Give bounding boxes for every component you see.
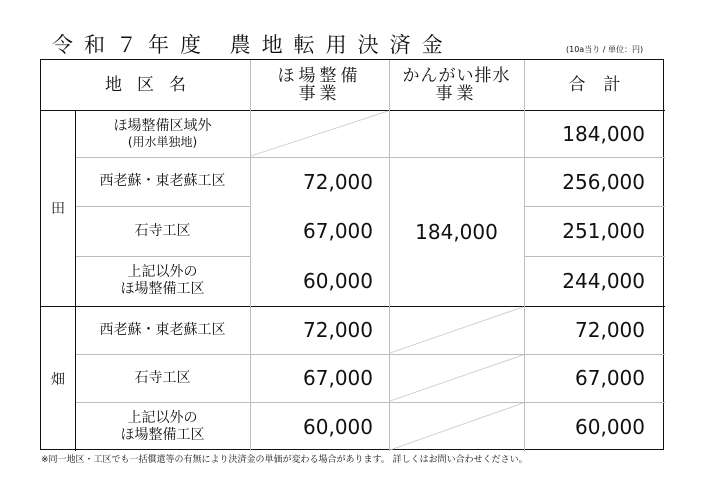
header-kangai xyxy=(389,60,524,110)
page-title: 令和７年度 農地転用決済金 xyxy=(52,33,454,57)
hojo-value: 67,000 xyxy=(303,219,373,243)
hojo-value: 72,000 xyxy=(303,318,373,342)
hojo-value: 60,000 xyxy=(303,414,373,439)
row-label: 石寺工区 xyxy=(134,369,191,386)
row-label: 西老蘇・東老蘇工区 xyxy=(99,173,226,189)
row-label-sub: (用水単独地) xyxy=(127,134,198,149)
hojo-value: 67,000 xyxy=(303,366,373,390)
total-value: 256,000 xyxy=(562,169,645,194)
hojo-value: 72,000 xyxy=(303,169,373,194)
header-hojo-line2: 事業 xyxy=(298,84,341,104)
row-label: 石寺工区 xyxy=(134,222,191,239)
row-label-line1: 上記以外の xyxy=(127,264,198,280)
total-value: 184,000 xyxy=(562,121,645,146)
group-label-ta: 田 xyxy=(51,201,65,217)
header-kangai-line1: かんがい排水 xyxy=(402,66,511,86)
row-label-line1: 上記以外の xyxy=(127,409,198,426)
empty-cell-diagonal xyxy=(390,355,523,401)
total-value: 60,000 xyxy=(575,414,645,439)
price-table xyxy=(40,59,664,450)
total-value: 244,000 xyxy=(562,269,645,293)
row-label-line2: ほ場整備工区 xyxy=(120,426,205,443)
header-kangai-line2: 事業 xyxy=(435,84,478,104)
row-label xyxy=(75,110,250,157)
kangai-value-merged: 184,000 xyxy=(415,219,498,244)
header-total: 合計 xyxy=(568,75,639,95)
row-label xyxy=(75,402,250,451)
row-label: 西老蘇・東老蘇工区 xyxy=(99,321,226,338)
unit-note: (10a当り / 単位：円) xyxy=(566,45,644,54)
footnote: ※同一地区・工区でも一括償還等の有無により決済金の単価が変わる場合があります。 詳しくはお問い合わせください。 xyxy=(41,455,528,465)
total-value: 72,000 xyxy=(575,318,645,342)
row-label xyxy=(75,256,250,306)
header-hojo-line1: ほ場整備 xyxy=(277,66,362,86)
empty-cell-diagonal xyxy=(390,307,523,353)
empty-cell-diagonal xyxy=(251,111,388,156)
row-label-main: ほ場整備区域外 xyxy=(113,117,212,134)
header-area-name: 地区名 xyxy=(105,75,201,95)
total-value: 251,000 xyxy=(562,219,645,243)
row-label-line2: ほ場整備工区 xyxy=(120,281,205,297)
total-value: 67,000 xyxy=(575,366,645,390)
header-hojo xyxy=(250,60,389,110)
empty-cell-diagonal xyxy=(390,403,523,450)
hojo-value: 60,000 xyxy=(303,269,373,293)
group-label-hata: 畑 xyxy=(51,371,65,388)
